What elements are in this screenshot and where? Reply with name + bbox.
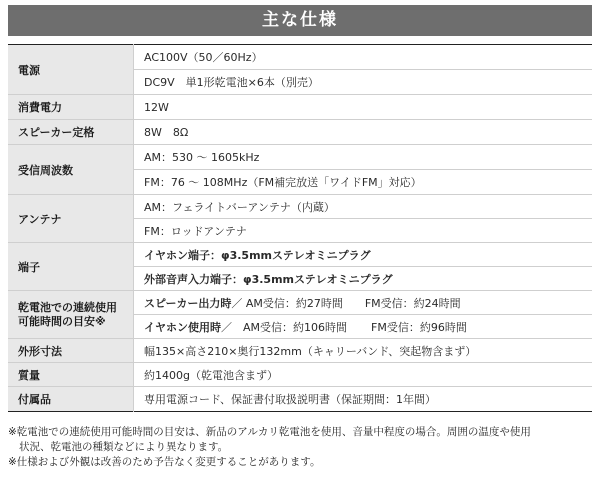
table-row	[8, 339, 592, 363]
row-value: イヤホン端子：φ3.5mmステレオミニプラグ	[134, 243, 593, 267]
battery-label-line2: 可能時間の目安※	[18, 314, 106, 328]
footnote-line: ※仕様および外観は改善のため予告なく変更することがあります。	[8, 456, 321, 468]
row-label-weight: 質量	[8, 363, 134, 387]
row-value: AM：フェライトバーアンテナ（内蔵）	[134, 195, 593, 219]
table-row	[8, 145, 592, 170]
row-value: AC100V（50／60Hz）	[134, 45, 593, 70]
table-row	[8, 45, 592, 70]
row-label-frequency: 受信周波数	[8, 145, 134, 195]
table-row	[8, 195, 592, 219]
row-label-speaker: スピーカー定格	[8, 120, 134, 145]
battery-fm: FM受信：約24時間	[364, 296, 461, 310]
spec-table	[8, 44, 592, 412]
row-label-antenna: アンテナ	[8, 195, 134, 243]
footnotes	[8, 425, 598, 470]
footnote-line: 状況、乾電池の種類などにより異なります。	[19, 441, 229, 453]
row-label-battery	[8, 291, 134, 339]
table-row	[8, 95, 592, 120]
table-row	[8, 363, 592, 387]
battery-am: ／ AM受信：約27時間	[231, 296, 343, 310]
row-label-terminal: 端子	[8, 243, 134, 291]
table-row	[8, 243, 592, 267]
row-value	[134, 291, 593, 315]
row-label-power: 電源	[8, 45, 134, 95]
row-value: 12W	[134, 95, 593, 120]
row-value: AM：530 〜 1605kHz	[134, 145, 593, 170]
row-value: 外部音声入力端子：φ3.5mmステレオミニプラグ	[134, 267, 593, 291]
page-title: 主な仕様	[8, 5, 592, 36]
row-label-accessories: 付属品	[8, 387, 134, 412]
table-row	[8, 120, 592, 145]
row-value: FM：ロッドアンテナ	[134, 219, 593, 243]
footnote-line: ※乾電池での連続使用可能時間の目安は、新品のアルカリ乾電池を使用、音量中程度の場合。周囲の温度や使用	[8, 426, 531, 438]
row-value: 専用電源コード、保証書付取扱説明書（保証期間：1年間）	[144, 393, 437, 406]
battery-head: スピーカー出力時	[144, 296, 232, 310]
row-value: 約1400g（乾電池含まず）	[134, 363, 593, 387]
row-value: 幅135×高さ210×奥行132mm（キャリーバンド、突起物含まず）	[134, 339, 593, 363]
table-row	[8, 387, 592, 412]
row-label-consumption: 消費電力	[8, 95, 134, 120]
battery-head: イヤホン使用時	[144, 320, 221, 334]
row-value: FM：76 〜 108MHz（FM補完放送「ワイドFM」対応）	[134, 170, 593, 195]
battery-label-line1: 乾電池での連続使用	[18, 300, 117, 314]
battery-am: ／ AM受信：約106時間	[221, 320, 348, 334]
row-value: DC9V 単1形乾電池×6本（別売）	[134, 70, 593, 95]
table-row	[8, 291, 592, 315]
row-value	[134, 315, 593, 339]
battery-fm: FM受信：約96時間	[371, 320, 467, 334]
row-label-dimensions: 外形寸法	[8, 339, 134, 363]
row-value: 8W 8Ω	[134, 120, 593, 145]
